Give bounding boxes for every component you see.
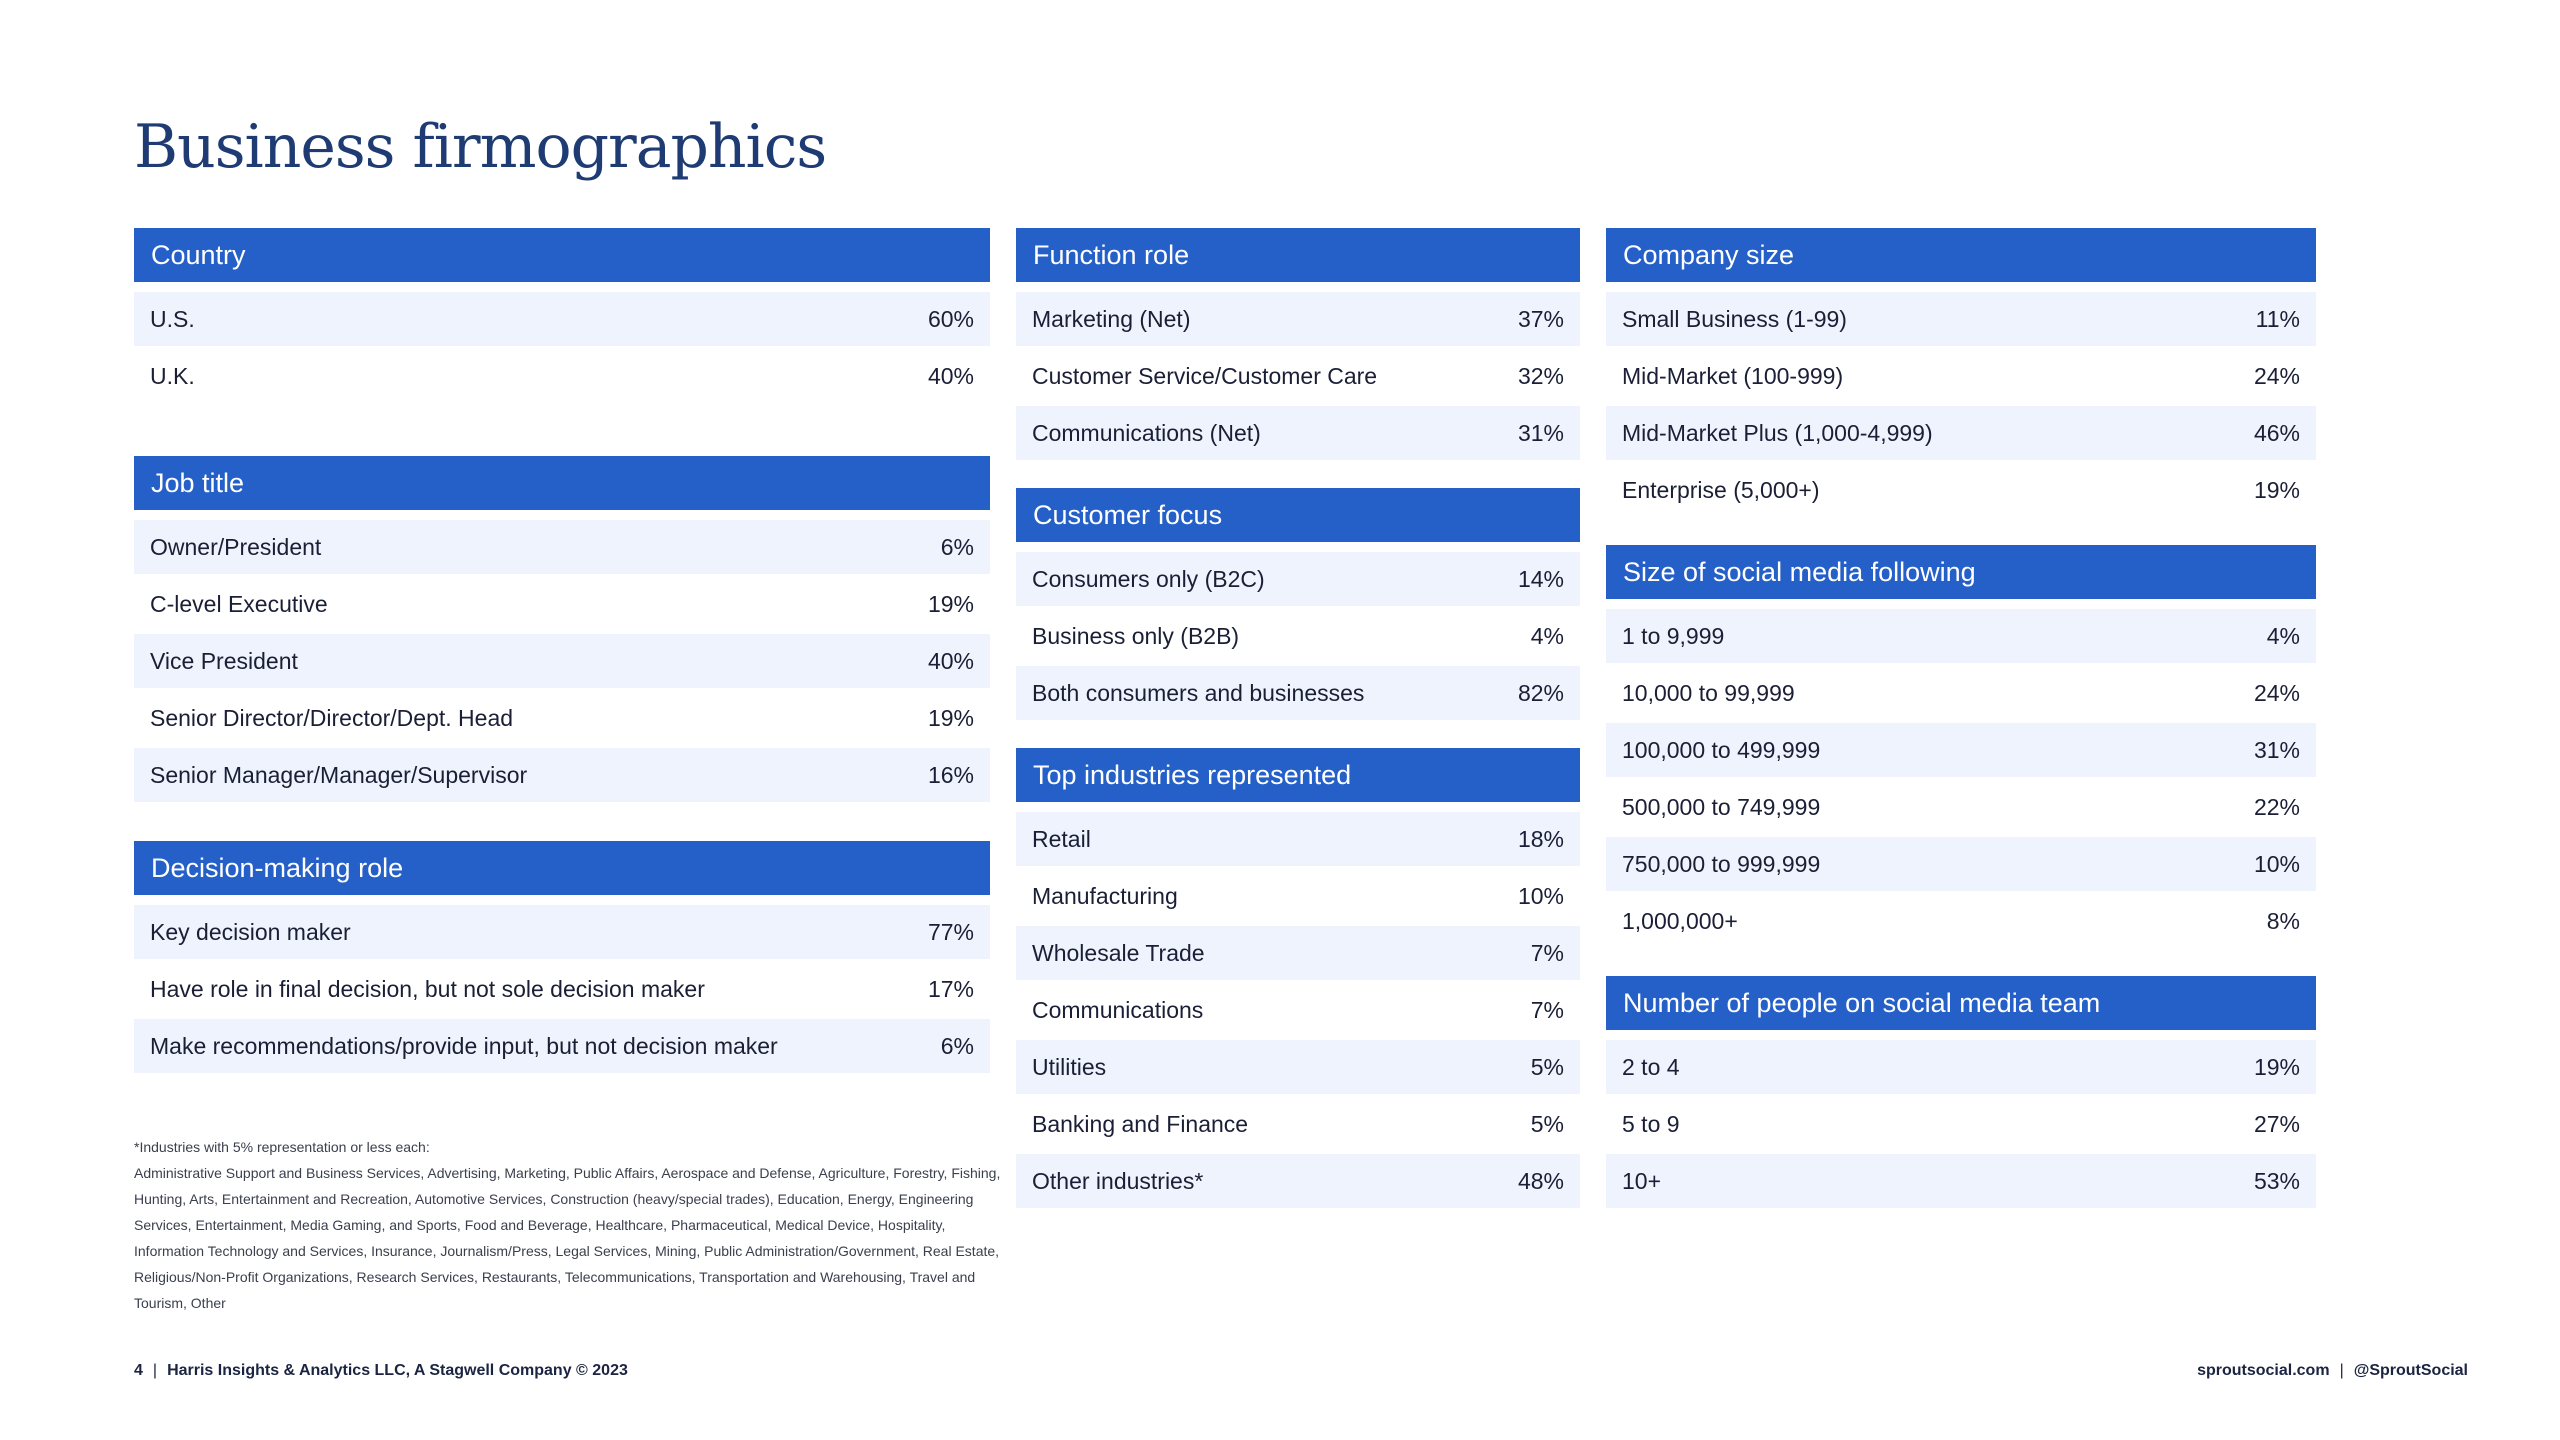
job-title-section	[134, 456, 990, 802]
customer-focus-rows	[1016, 552, 1580, 720]
row-value: 18%	[1517, 825, 1564, 852]
table-row	[134, 349, 990, 403]
row-label: Consumers only (B2C)	[1032, 565, 1265, 592]
social-following-rows	[1606, 609, 2316, 948]
row-label: Business only (B2B)	[1032, 622, 1240, 649]
company-size-section	[1606, 228, 2316, 517]
row-value: 48%	[1517, 1167, 1564, 1194]
row-label: Other industries*	[1032, 1167, 1204, 1194]
row-label: Vice President	[150, 647, 298, 674]
industries-footnote	[134, 1134, 1014, 1316]
row-label: Owner/President	[150, 533, 322, 560]
row-value: 24%	[2253, 362, 2300, 389]
job-title-rows	[134, 520, 990, 802]
row-label: Senior Manager/Manager/Supervisor	[150, 761, 528, 788]
row-value: 46%	[2253, 419, 2300, 446]
row-value: 10%	[1517, 882, 1564, 909]
country-section	[134, 228, 990, 403]
table-row	[134, 520, 990, 574]
table-row	[1606, 463, 2316, 517]
row-value: 53%	[2253, 1167, 2300, 1194]
table-row	[1016, 812, 1580, 866]
row-label: Enterprise (5,000+)	[1622, 476, 1820, 503]
row-label: Mid-Market Plus (1,000-4,999)	[1622, 419, 1933, 446]
table-row	[1016, 983, 1580, 1037]
table-row	[1016, 666, 1580, 720]
table-row	[134, 905, 990, 959]
row-value: 11%	[2255, 305, 2300, 332]
footnote-heading: *Industries with 5% representation or less each:	[134, 1139, 430, 1155]
row-value: 4%	[1530, 622, 1564, 649]
table-row	[134, 748, 990, 802]
section-header: Number of people on social media team	[1606, 976, 2316, 1030]
function-role-rows	[1016, 292, 1580, 460]
table-row	[1606, 292, 2316, 346]
table-row	[1606, 609, 2316, 663]
row-label: Small Business (1-99)	[1622, 305, 1847, 332]
table-row	[134, 691, 990, 745]
row-value: 17%	[927, 975, 974, 1002]
table-row	[134, 1019, 990, 1073]
right-column	[1606, 228, 2316, 1248]
team-size-section	[1606, 976, 2316, 1208]
row-label: 500,000 to 749,999	[1622, 793, 1821, 820]
row-value: 19%	[2253, 476, 2300, 503]
row-value: 16%	[927, 761, 974, 788]
section-header: Size of social media following	[1606, 545, 2316, 599]
row-label: C-level Executive	[150, 590, 328, 617]
footer-separator-right: |	[2339, 1362, 2344, 1379]
section-header: Customer focus	[1016, 488, 1580, 542]
row-value: 77%	[927, 918, 974, 945]
table-row	[1016, 1040, 1580, 1094]
section-header: Function role	[1016, 228, 1580, 282]
country-rows	[134, 292, 990, 403]
customer-focus-section	[1016, 488, 1580, 720]
social-handle[interactable]: @SproutSocial	[2353, 1362, 2468, 1379]
row-value: 7%	[1530, 996, 1564, 1023]
row-label: Manufacturing	[1032, 882, 1178, 909]
page-number: 4	[134, 1362, 143, 1379]
table-row	[1606, 723, 2316, 777]
middle-column	[1016, 228, 1580, 1248]
row-label: Mid-Market (100-999)	[1622, 362, 1844, 389]
row-value: 40%	[927, 362, 974, 389]
table-row	[134, 962, 990, 1016]
row-value: 14%	[1517, 565, 1564, 592]
row-label: Utilities	[1032, 1053, 1107, 1080]
page-title: Business firmographics	[134, 112, 827, 182]
industries-rows	[1016, 812, 1580, 1208]
row-value: 37%	[1517, 305, 1564, 332]
row-label: Have role in final decision, but not sole decision maker	[150, 975, 705, 1002]
row-label: Key decision maker	[150, 918, 351, 945]
table-row	[134, 577, 990, 631]
table-row	[1016, 292, 1580, 346]
site-link[interactable]: sproutsocial.com	[2197, 1362, 2330, 1379]
table-row	[1016, 869, 1580, 923]
row-label: Communications	[1032, 996, 1204, 1023]
footer-credit	[134, 1362, 628, 1380]
social-following-section	[1606, 545, 2316, 948]
decision-role-section	[134, 841, 990, 1073]
row-value: 31%	[2253, 736, 2300, 763]
table-row	[1606, 1154, 2316, 1208]
table-row	[1606, 666, 2316, 720]
section-header: Decision-making role	[134, 841, 990, 895]
row-label: 1 to 9,999	[1622, 622, 1725, 649]
row-value: 7%	[1530, 939, 1564, 966]
section-header: Company size	[1606, 228, 2316, 282]
table-row	[1016, 926, 1580, 980]
row-value: 19%	[927, 704, 974, 731]
row-label: Banking and Finance	[1032, 1110, 1249, 1137]
row-label: Customer Service/Customer Care	[1032, 362, 1378, 389]
row-value: 8%	[2266, 907, 2300, 934]
table-row	[1606, 406, 2316, 460]
table-row	[1606, 894, 2316, 948]
row-label: 10+	[1622, 1167, 1662, 1194]
footer-links	[2197, 1362, 2468, 1380]
company-size-rows	[1606, 292, 2316, 517]
row-value: 22%	[2253, 793, 2300, 820]
left-column	[134, 228, 990, 1113]
row-label: U.S.	[150, 305, 195, 332]
row-label: Both consumers and businesses	[1032, 679, 1365, 706]
row-label: 10,000 to 99,999	[1622, 679, 1795, 706]
row-value: 31%	[1517, 419, 1564, 446]
table-row	[1016, 1097, 1580, 1151]
table-row	[1016, 552, 1580, 606]
team-size-rows	[1606, 1040, 2316, 1208]
table-row	[1606, 780, 2316, 834]
row-value: 6%	[940, 1032, 974, 1059]
section-header: Top industries represented	[1016, 748, 1580, 802]
row-label: Senior Director/Director/Dept. Head	[150, 704, 514, 731]
row-value: 5%	[1530, 1110, 1564, 1137]
section-header: Job title	[134, 456, 990, 510]
row-label: U.K.	[150, 362, 195, 389]
row-value: 6%	[940, 533, 974, 560]
row-label: 1,000,000+	[1622, 907, 1738, 934]
row-value: 19%	[927, 590, 974, 617]
row-label: 100,000 to 499,999	[1622, 736, 1821, 763]
table-row	[134, 292, 990, 346]
decision-rows	[134, 905, 990, 1073]
row-label: Retail	[1032, 825, 1091, 852]
function-role-section	[1016, 228, 1580, 460]
row-value: 10%	[2253, 850, 2300, 877]
row-value: 40%	[927, 647, 974, 674]
row-label: Wholesale Trade	[1032, 939, 1205, 966]
row-value: 4%	[2266, 622, 2300, 649]
row-value: 82%	[1517, 679, 1564, 706]
table-row	[1016, 349, 1580, 403]
row-label: 5 to 9	[1622, 1110, 1680, 1137]
section-header: Country	[134, 228, 990, 282]
row-value: 32%	[1517, 362, 1564, 389]
row-value: 24%	[2253, 679, 2300, 706]
industries-section	[1016, 748, 1580, 1208]
row-value: 60%	[927, 305, 974, 332]
footer-separator: |	[152, 1362, 158, 1379]
table-row	[1016, 1154, 1580, 1208]
row-label: Communications (Net)	[1032, 419, 1261, 446]
footnote-body: Administrative Support and Business Services, Advertising, Marketing, Public Affairs, Aerospace and Defense, Agriculture, Forestry, Fishing, Hunting, Arts, Entertainment and Recreation, Automotive Services, Construction (heavy/special trades), Education, Energy, Engineering Services, Entertainment, Media Gaming, and Sports, Food and Beverage, Healthcare, Pharmaceutical, Medical Device, Hospitality, Information Technology and Services, Insurance, Journalism/Press, Legal Services, Mining, Public Administration/Government, Real Estate, Religious/Non-Profit Organizations, Research Services, Restaurants, Telecommunications, Transportation and Warehousing, Travel and Tourism, Other	[134, 1165, 1001, 1311]
row-label: Marketing (Net)	[1032, 305, 1191, 332]
table-row	[1606, 1040, 2316, 1094]
row-value: 5%	[1530, 1053, 1564, 1080]
table-row	[1016, 406, 1580, 460]
row-label: 2 to 4	[1622, 1053, 1680, 1080]
row-value: 27%	[2253, 1110, 2300, 1137]
table-row	[1016, 609, 1580, 663]
table-row	[1606, 1097, 2316, 1151]
row-label: Make recommendations/provide input, but not decision maker	[150, 1032, 778, 1059]
credit-text: Harris Insights & Analytics LLC, A Stagwell Company © 2023	[167, 1362, 628, 1379]
row-value: 19%	[2253, 1053, 2300, 1080]
table-row	[1606, 349, 2316, 403]
table-row	[1606, 837, 2316, 891]
table-row	[134, 634, 990, 688]
row-label: 750,000 to 999,999	[1622, 850, 1821, 877]
